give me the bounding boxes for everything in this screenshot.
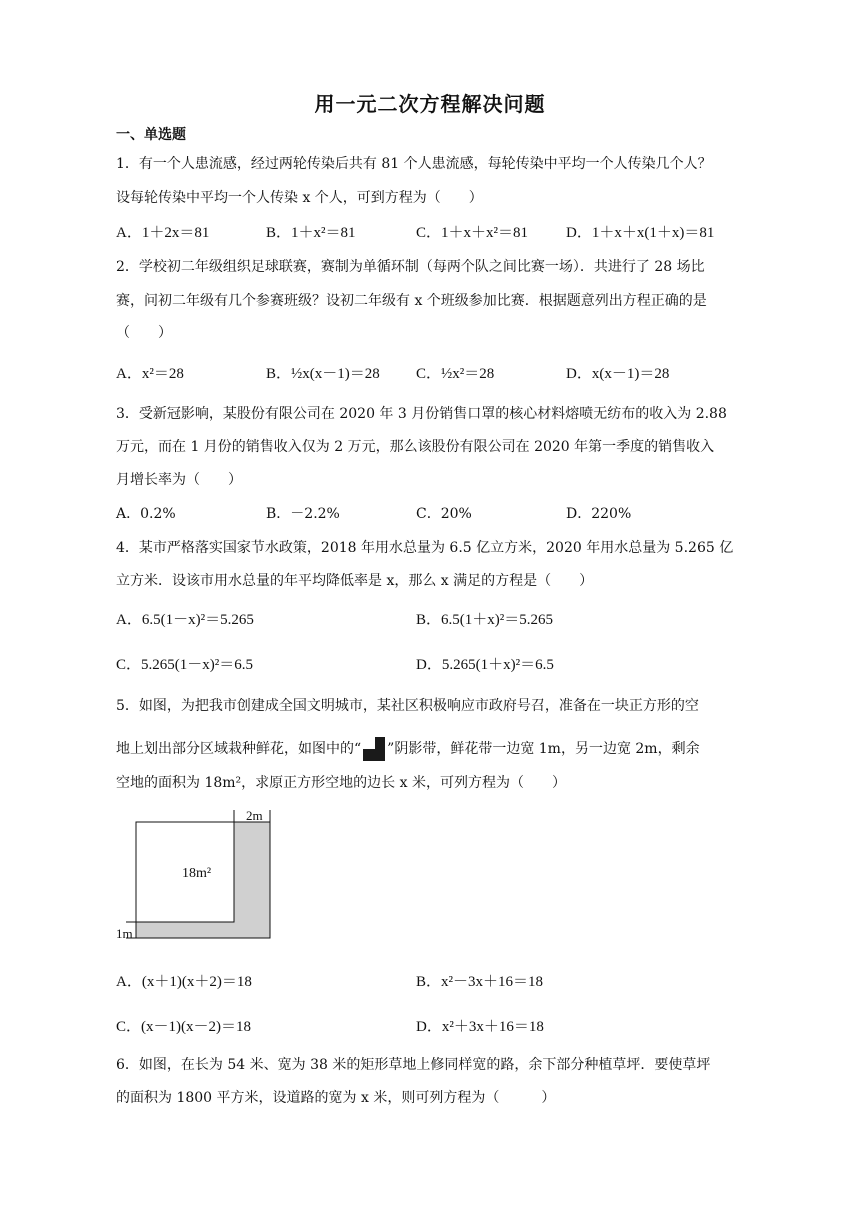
- q1-line-1: 1．有一个人患流感，经过两轮传染后共有 81 个人患流感，每轮传染中平均一个人传染几个人？: [116, 156, 712, 172]
- q2-option-c[interactable]: C．½x²＝28: [416, 366, 495, 382]
- q5-line-2: [116, 737, 700, 761]
- section-heading: 一、单选题: [116, 127, 186, 143]
- q2-option-d[interactable]: D．x(x－1)＝28: [566, 366, 670, 382]
- q4-option-c[interactable]: C．5.265(1－x)²＝6.5: [116, 657, 253, 673]
- q5-figure: [112, 808, 282, 948]
- q5-line-2-start: 地上划出部分区域栽种鲜花，如图中的“: [116, 741, 362, 757]
- q2-line-2: 赛，问初二年级有几个参赛班级？设初二年级有 x 个班级参加比赛．根据题意列出方程正确的是: [116, 293, 707, 309]
- q3-line-1: 3．受新冠影响，某股份有限公司在 2020 年 3 月份销售口罩的核心材料熔喷无纺布的收入为 2.88: [116, 406, 727, 422]
- q2-option-b[interactable]: B．½x(x－1)＝28: [266, 366, 380, 382]
- q4-option-b[interactable]: B．6.5(1＋x)²＝5.265: [416, 612, 553, 628]
- figure-label-18m2: 18m²: [182, 866, 212, 881]
- figure-label-1m: 1m: [116, 926, 133, 941]
- q3-option-a[interactable]: A．0.2%: [116, 506, 176, 522]
- q2-line-1: 2．学校初二年级组织足球联赛，赛制为单循环制（每两个队之间比赛一场）．共进行了 28 场比: [116, 259, 705, 275]
- q2-option-a[interactable]: A．x²＝28: [116, 366, 184, 382]
- q5-option-b[interactable]: B．x²－3x＋16＝18: [416, 974, 544, 990]
- q5-option-d[interactable]: D．x²＋3x＋16＝18: [416, 1019, 544, 1035]
- q1-option-c[interactable]: C．1＋x＋x²＝81: [416, 225, 529, 241]
- q1-option-a[interactable]: A．1＋2x＝81: [116, 225, 210, 241]
- q3-line-2: 万元，而在 1 月份的销售收入仅为 2 万元，那么该股份有限公司在 2020 年第一季度的销售收入: [116, 439, 715, 455]
- q5-line-1: 5．如图，为把我市创建成全国文明城市，某社区积极响应市政府号召，准备在一块正方形的空: [116, 698, 699, 714]
- q1-line-2: 设每轮传染中平均一个人传染 x 个人，可到方程为（ ）: [116, 190, 483, 206]
- q1-option-d[interactable]: D．1＋x＋x(1＋x)＝81: [566, 225, 715, 241]
- q4-line-2: 立方米．设该市用水总量的年平均降低率是 x，那么 x 满足的方程是（ ）: [116, 573, 594, 589]
- q3-option-b[interactable]: B．－2.2%: [266, 506, 340, 522]
- q6-line-2: 的面积为 1800 平方米，设道路的宽为 x 米，则可列方程为（ ）: [116, 1090, 556, 1106]
- q4-option-a[interactable]: A．6.5(1－x)²＝5.265: [116, 612, 254, 628]
- q5-option-a[interactable]: A．(x＋1)(x＋2)＝18: [116, 974, 252, 990]
- q5-line-3: 空地的面积为 18m²，求原正方形空地的边长 x 米，可列方程为（ ）: [116, 775, 566, 791]
- q1-option-b[interactable]: B．1＋x²＝81: [266, 225, 356, 241]
- q3-option-c[interactable]: C．20%: [416, 506, 472, 522]
- shaded-l-shape-icon: [363, 737, 385, 761]
- page-title: 用一元二次方程解决问题: [314, 92, 546, 116]
- q4-line-1: 4．某市严格落实国家节水政策，2018 年用水总量为 6.5 亿立方米，2020 年用水总量为 5.265 亿: [116, 540, 734, 556]
- q3-line-3: 月增长率为（ ）: [116, 472, 242, 488]
- q6-line-1: 6．如图，在长为 54 米、宽为 38 米的矩形草地上修同样宽的路，余下部分种植草坪．要使草坪: [116, 1057, 711, 1073]
- q5-line-2-end: ”阴影带，鲜花带一边宽 1m，另一边宽 2m，剩余: [387, 741, 700, 757]
- q4-option-d[interactable]: D．5.265(1＋x)²＝6.5: [416, 657, 554, 673]
- figure-label-2m: 2m: [246, 808, 263, 823]
- q3-option-d[interactable]: D．220%: [566, 506, 632, 522]
- q5-option-c[interactable]: C．(x－1)(x－2)＝18: [116, 1019, 251, 1035]
- q2-line-3: （ ）: [116, 325, 172, 341]
